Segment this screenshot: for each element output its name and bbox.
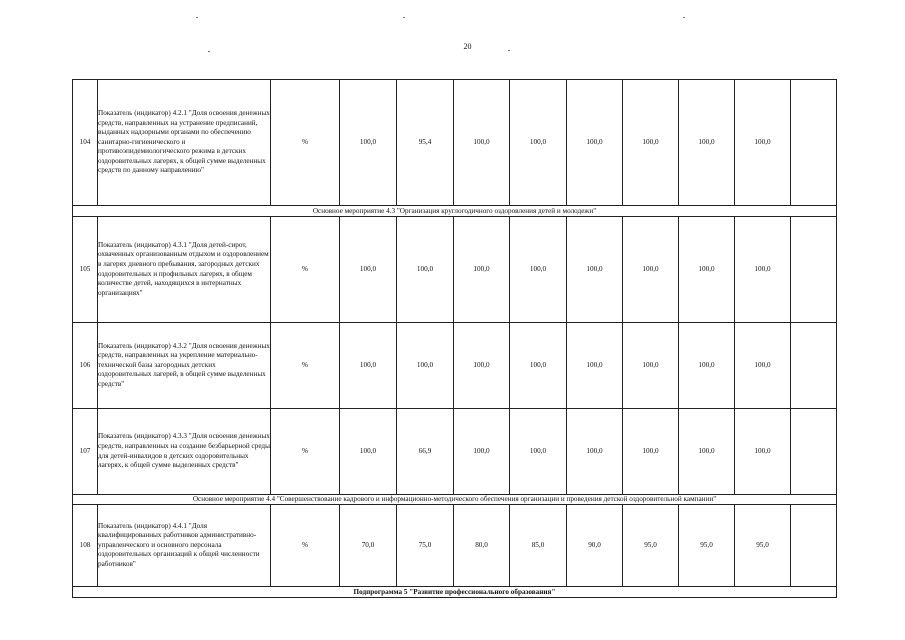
value-cell: 100,0 (623, 323, 679, 409)
row-number: 107 (73, 409, 98, 495)
row-number: 106 (73, 323, 98, 409)
unit-cell: % (271, 505, 340, 587)
value-cell: 100,0 (679, 409, 735, 495)
value-cell: 95,0 (679, 505, 735, 587)
value-cell: 100,0 (567, 409, 623, 495)
value-cell: 100,0 (340, 323, 397, 409)
value-cell: 100,0 (735, 80, 791, 206)
value-cell: 100,0 (735, 409, 791, 495)
value-cell: 95,4 (397, 80, 454, 206)
value-cell: 100,0 (397, 323, 454, 409)
indicator-description: Показатель (индикатор) 4.3.2 "Доля освоения денежных средств, направленных на укрепление материально-технической базы загородных детских оздоровительных лагерей, в общей сумме выделенных средств" (98, 323, 271, 409)
table-row (73, 409, 837, 495)
unit-cell: % (271, 80, 340, 206)
page-number: 20 (463, 42, 472, 51)
table-row (73, 80, 837, 206)
value-cell: 90,0 (567, 505, 623, 587)
value-cell: 100,0 (510, 80, 567, 206)
unit-cell: % (271, 409, 340, 495)
scan-speck (683, 17, 685, 18)
indicator-description: Показатель (индикатор) 4.3.1 "Доля детей-сирот, охваченных организованным отдыхом и оздоровлением в лагерях дневного пребывания, загородных детских оздоровительных и профильных лагерях, в общем количестве детей, находящихся в интернатных организациях" (98, 217, 271, 323)
value-cell: 66,9 (397, 409, 454, 495)
value-cell: 85,0 (510, 505, 567, 587)
value-cell (791, 80, 837, 206)
value-cell: 100,0 (623, 217, 679, 323)
section-row (73, 206, 837, 217)
value-cell: 100,0 (340, 217, 397, 323)
section-row (73, 587, 837, 598)
subprogram-heading: Подпрограмма 5 "Развитие профессионального образования" (73, 587, 837, 598)
value-cell: 75,0 (397, 505, 454, 587)
value-cell: 100,0 (454, 217, 510, 323)
value-cell: 100,0 (510, 409, 567, 495)
value-cell: 100,0 (454, 80, 510, 206)
value-cell: 70,0 (340, 505, 397, 587)
value-cell: 100,0 (340, 409, 397, 495)
value-cell: 100,0 (735, 217, 791, 323)
value-cell: 100,0 (735, 323, 791, 409)
section-heading: Основное мероприятие 4.4 "Совершенствование кадрового и информационно-методического обеспечения организации и проведения детской оздоровительной кампании" (73, 495, 837, 505)
value-cell: 100,0 (454, 323, 510, 409)
table-row (73, 217, 837, 323)
section-row (73, 495, 837, 505)
value-cell: 100,0 (623, 80, 679, 206)
value-cell: 80,0 (454, 505, 510, 587)
value-cell: 100,0 (567, 323, 623, 409)
table-row (73, 323, 837, 409)
value-cell: 100,0 (623, 409, 679, 495)
unit-cell: % (271, 217, 340, 323)
indicator-description: Показатель (индикатор) 4.2.1 "Доля освоения денежных средств, направленных на устранение предписаний, выданных надзорными органами по обеспечению санитарно-гигиенического и противоэпидемиологического режима в детских оздоровительных лагерях, к общей сумме выделенных средств по данному направлению" (98, 80, 271, 206)
value-cell: 95,0 (735, 505, 791, 587)
scan-speck (403, 17, 405, 18)
value-cell: 100,0 (510, 323, 567, 409)
scan-speck (508, 50, 510, 51)
indicator-description: Показатель (индикатор) 4.4.1 "Доля квалифицированных работников административно-управленческого и основного персонала оздоровительных организаций к общей численности работников" (98, 505, 271, 587)
value-cell: 100,0 (679, 80, 735, 206)
scan-speck (208, 51, 210, 52)
scan-speck (196, 17, 198, 18)
value-cell (791, 217, 837, 323)
value-cell: 100,0 (510, 217, 567, 323)
value-cell: 100,0 (679, 323, 735, 409)
value-cell: 100,0 (567, 217, 623, 323)
table-row (73, 505, 837, 587)
row-number: 108 (73, 505, 98, 587)
value-cell: 100,0 (567, 80, 623, 206)
value-cell: 100,0 (454, 409, 510, 495)
value-cell (791, 323, 837, 409)
section-heading: Основное мероприятие 4.3 "Организация круглогодичного оздоровления детей и молодежи" (73, 206, 837, 217)
indicators-table (72, 79, 837, 598)
value-cell (791, 505, 837, 587)
row-number: 105 (73, 217, 98, 323)
value-cell: 100,0 (679, 217, 735, 323)
value-cell: 95,0 (623, 505, 679, 587)
unit-cell: % (271, 323, 340, 409)
indicator-description: Показатель (индикатор) 4.3.3 "Доля освоения денежных средств, направленных на создание безбарьерной среды для детей-инвалидов в детских оздоровительных лагерях, к общей сумме выделенных средств" (98, 409, 271, 495)
value-cell: 100,0 (340, 80, 397, 206)
value-cell: 100,0 (397, 217, 454, 323)
row-number: 104 (73, 80, 98, 206)
value-cell (791, 409, 837, 495)
